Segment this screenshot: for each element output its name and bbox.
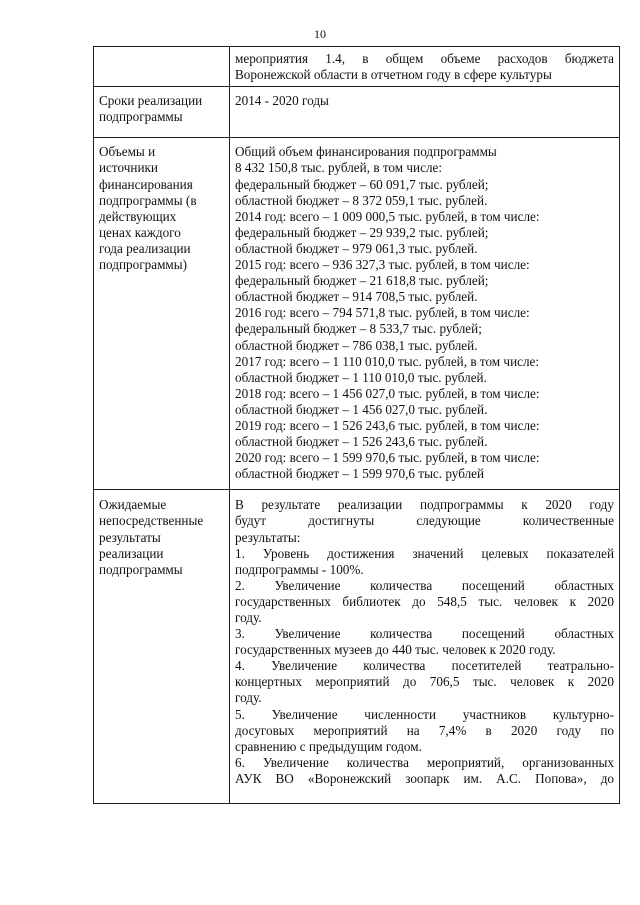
row-label-line: финансирования	[99, 176, 193, 192]
row-implementation-period	[94, 87, 620, 138]
content-line: 8 432 150,8 тыс. рублей, в том числе:	[235, 160, 443, 176]
content-line: Воронежской области в отчетном году в сфере культуры	[235, 67, 552, 83]
row-label-line: действующих	[99, 208, 177, 224]
content-line: 1. Уровень достижения значений целевых показателей	[235, 545, 614, 561]
content-line: областной бюджет – 1 526 243,6 тыс. рублей.	[235, 434, 488, 450]
content-line: 2020 год: всего – 1 599 970,6 тыс. рублей, в том числе:	[235, 450, 540, 466]
row-label-line: подпрограммы)	[99, 257, 188, 273]
content-line: АУК ВО «Воронежский зоопарк им. А.С. Попова», до	[235, 770, 614, 786]
row-continuation	[94, 47, 620, 87]
content-line: сравнению с предыдущим годом.	[235, 738, 422, 754]
content-line: 2017 год: всего – 1 110 010,0 тыс. рублей, в том числе:	[235, 353, 540, 369]
content-line: областной бюджет – 8 372 059,1 тыс. рублей.	[235, 192, 488, 208]
row-label-cell	[94, 87, 230, 138]
content-line: федеральный бюджет – 29 939,2 тыс. рублей;	[235, 224, 489, 240]
content-line: федеральный бюджет – 21 618,8 тыс. рублей;	[235, 273, 489, 289]
row-label-line: Ожидаемые	[99, 497, 167, 513]
content-line: году.	[235, 610, 262, 625]
subprogram-passport-table	[93, 46, 620, 804]
row-label-line: подпрограммы	[99, 109, 183, 125]
content-line: результаты:	[235, 529, 301, 545]
row-label-line: непосредственные	[99, 513, 204, 529]
content-line: будут достигнуты следующие количественные	[235, 513, 614, 529]
page-cutoff-spacer	[235, 787, 614, 803]
row-label-line: Сроки реализации	[99, 93, 203, 109]
content-line: областной бюджет – 786 038,1 тыс. рублей.	[235, 337, 478, 353]
content-line: 2015 год: всего – 936 327,3 тыс. рублей, в том числе:	[235, 257, 530, 273]
content-line: 5. Увеличение численности участников культурно-	[235, 706, 614, 722]
row-label-line: Объемы и	[99, 144, 156, 160]
content-line: концертных мероприятий до 706,5 тыс. человек к 2020	[235, 674, 614, 690]
content-line: 6. Увеличение количества мероприятий, организованных	[235, 754, 614, 770]
content-line: государственных библиотек до 548,5 тыс. человек к 2020	[235, 593, 614, 609]
row-label-cell	[94, 490, 230, 804]
content-line: году.	[235, 690, 262, 706]
content-line: 4. Увеличение количества посетителей театрально-	[235, 658, 614, 674]
content-line: 2014 - 2020 годы	[235, 93, 329, 109]
row-label-cell	[94, 47, 230, 87]
content-line: областной бюджет – 914 708,5 тыс. рублей.	[235, 289, 478, 305]
row-label-line: результаты	[99, 529, 161, 545]
content-line: 2. Увеличение количества посещений областных	[235, 577, 614, 593]
content-line: 2014 год: всего – 1 009 000,5 тыс. рублей, в том числе:	[235, 208, 540, 224]
row-expected-results	[94, 490, 620, 804]
row-content-cell	[230, 138, 620, 490]
content-line: областной бюджет – 1 456 027,0 тыс. рублей.	[235, 401, 488, 417]
content-line: федеральный бюджет – 8 533,7 тыс. рублей;	[235, 321, 482, 337]
content-line: 2018 год: всего – 1 456 027,0 тыс. рублей, в том числе:	[235, 385, 540, 401]
row-content-cell	[230, 490, 620, 804]
content-line: 3. Увеличение количества посещений областных	[235, 626, 614, 642]
content-line: 2016 год: всего – 794 571,8 тыс. рублей, в том числе:	[235, 305, 530, 321]
content-line: 2019 год: всего – 1 526 243,6 тыс. рублей, в том числе:	[235, 417, 540, 433]
row-label-line: года реализации	[99, 240, 191, 256]
content-line: досуговых мероприятий на 7,4% в 2020 году по	[235, 722, 614, 738]
row-label-line: реализации	[99, 545, 164, 561]
content-line: федеральный бюджет – 60 091,7 тыс. рублей;	[235, 176, 489, 192]
content-line: областной бюджет – 1 110 010,0 тыс. рублей.	[235, 369, 487, 385]
page-number: 10	[314, 27, 326, 41]
content-line: государственных музеев до 440 тыс. человек к 2020 году.	[235, 642, 556, 658]
row-content-cell	[230, 87, 620, 138]
row-content-cell	[230, 47, 620, 87]
content-line: мероприятия 1.4, в общем объеме расходов бюджета	[235, 51, 614, 66]
content-line: Общий объем финансирования подпрограммы	[235, 144, 497, 160]
row-label-cell	[94, 138, 230, 490]
content-line: областной бюджет – 979 061,3 тыс. рублей.	[235, 240, 478, 256]
content-line: областной бюджет – 1 599 970,6 тыс. рублей	[235, 466, 485, 482]
row-label-line: подпрограммы (в	[99, 192, 197, 208]
row-label-line: источники	[99, 160, 158, 176]
content-line: подпрограммы - 100%.	[235, 561, 364, 577]
row-financing-volume	[94, 138, 620, 490]
content-line: В результате реализации подпрограммы к 2020 году	[235, 497, 614, 513]
row-label-line: ценах каждого	[99, 224, 181, 240]
row-label-line: подпрограммы	[99, 561, 183, 577]
